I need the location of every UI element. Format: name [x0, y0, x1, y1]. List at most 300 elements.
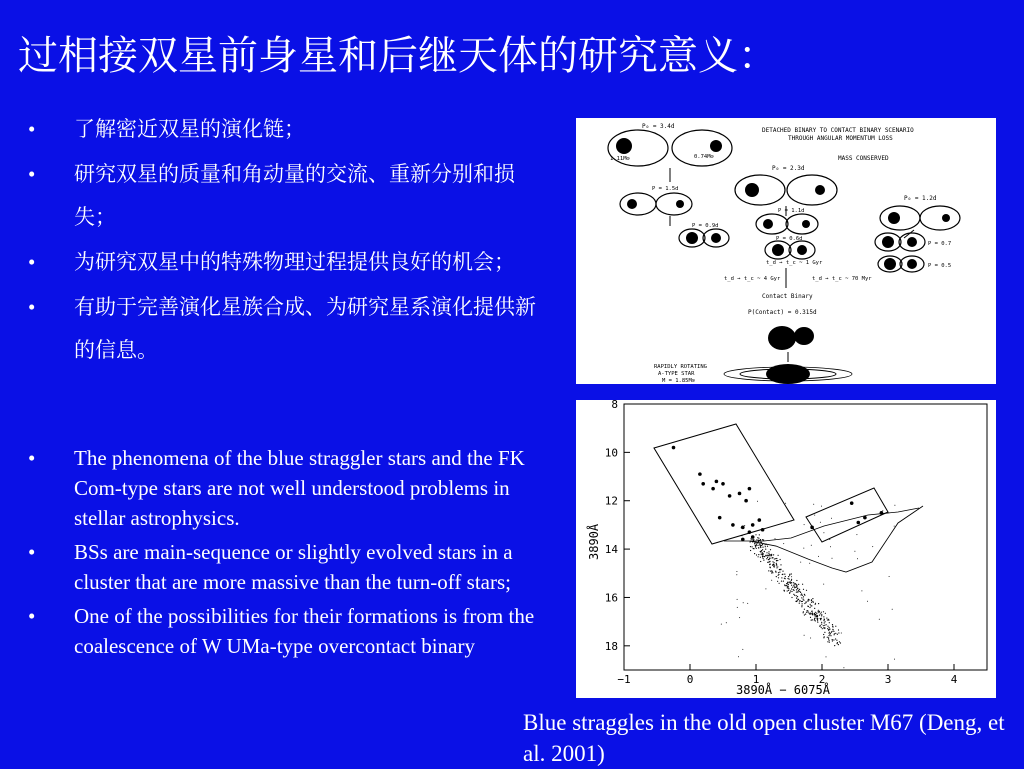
field-star-dot — [763, 556, 764, 557]
field-star-dot — [790, 590, 791, 591]
field-star-dot — [843, 667, 844, 668]
field-star-dot — [817, 622, 818, 623]
field-star-dot — [829, 632, 830, 633]
contact-binary-secondary — [794, 327, 814, 345]
field-star-dot — [835, 626, 836, 627]
field-star-dot — [818, 603, 819, 604]
field-star-dot — [757, 545, 758, 546]
y-axis — [605, 400, 630, 653]
field-star-dot — [814, 608, 815, 609]
field-star-dot — [812, 598, 813, 599]
field-star-dot — [791, 576, 792, 577]
bullet-dot: • — [28, 604, 36, 628]
field-star-dot — [812, 612, 813, 613]
primary-star — [745, 183, 759, 197]
chinese-bullet — [28, 108, 548, 151]
bullet-text: 研究双星的质量和角动量的交流、重新分别和损失； — [74, 162, 515, 229]
x-tick-label: 2 — [818, 673, 826, 686]
field-star-dot — [827, 637, 828, 638]
field-star-dot — [815, 616, 816, 617]
scenario-heading: DETACHED BINARY TO CONTACT BINARY SCENARIO — [762, 127, 914, 134]
field-star-dot — [815, 614, 816, 615]
data-point — [698, 472, 702, 476]
field-star-dot — [756, 543, 757, 544]
slide-title: 过相接双星前身星和后继天体的研究意义： — [18, 33, 778, 78]
field-star-dot — [809, 613, 810, 614]
field-star-dot — [809, 599, 810, 600]
field-star-dot — [794, 587, 795, 588]
field-star-dot — [736, 574, 737, 575]
field-star-dot — [789, 579, 790, 580]
field-star-dot — [799, 591, 800, 592]
field-star-dot — [823, 611, 824, 612]
field-star-dot — [796, 595, 797, 596]
field-star-dot — [775, 572, 776, 573]
field-star-dot — [767, 546, 768, 547]
field-star-dot — [773, 564, 774, 565]
field-star-dot — [837, 634, 838, 635]
field-star-dot — [823, 584, 824, 585]
field-star-dot — [778, 572, 779, 573]
field-star-dot — [762, 552, 763, 553]
field-star-dot — [832, 639, 833, 640]
field-star-dot — [754, 553, 755, 554]
label-p0-c: P₀ = 1.2d — [904, 195, 937, 202]
bullet-dot: • — [28, 540, 36, 564]
field-star-dot — [747, 603, 748, 604]
field-star-dot — [796, 580, 797, 581]
field-star-dot — [801, 606, 802, 607]
field-star-dot — [812, 619, 813, 620]
field-star-dot — [827, 626, 828, 627]
field-star-dot — [766, 558, 767, 559]
field-star-dot — [819, 611, 820, 612]
field-star-dot — [737, 607, 738, 608]
field-star-dot — [760, 561, 761, 562]
primary-star — [772, 244, 784, 256]
field-star-dot — [772, 557, 773, 558]
field-star-dot — [829, 622, 830, 623]
field-star-dot — [824, 622, 825, 623]
field-star-dot — [801, 597, 802, 598]
field-star-dot — [771, 554, 772, 555]
field-star-dot — [779, 572, 780, 573]
field-star-dot — [758, 538, 759, 539]
field-star-dot — [796, 585, 797, 586]
field-star-dot — [789, 593, 790, 594]
field-star-dot — [796, 586, 797, 587]
secondary-star — [907, 237, 917, 247]
field-star-dot — [794, 584, 795, 585]
field-star-dot — [770, 558, 771, 559]
field-star-dot — [800, 562, 801, 563]
field-star-dot — [760, 557, 761, 558]
field-star-dot — [803, 611, 804, 612]
field-star-dot — [838, 629, 839, 630]
data-point — [761, 528, 765, 532]
field-star-dot — [832, 624, 833, 625]
field-star-dot — [809, 614, 810, 615]
field-star-dot — [804, 594, 805, 595]
field-star-dot — [757, 501, 758, 502]
field-star-dot — [794, 586, 795, 587]
field-star-dot — [793, 585, 794, 586]
field-star-dot — [785, 576, 786, 577]
field-star-dot — [826, 618, 827, 619]
label-timescale-1: t_d → t_c ~ 1 Gyr — [766, 260, 823, 266]
field-star-dot — [894, 505, 895, 506]
field-star-dot — [826, 656, 827, 657]
field-star-dot — [798, 590, 799, 591]
label-rotating-1: RAPIDLY ROTATING — [654, 364, 707, 370]
field-star-dot — [785, 503, 786, 504]
field-star-dot — [768, 551, 769, 552]
field-star-dot — [894, 526, 895, 527]
binary-scenario-figure — [576, 118, 996, 384]
field-star-dot — [827, 628, 828, 629]
field-star-dot — [782, 574, 783, 575]
field-star-dot — [802, 584, 803, 585]
field-star-dot — [815, 620, 816, 621]
field-star-dot — [821, 612, 822, 613]
field-star-dot — [889, 576, 890, 577]
field-star-dot — [773, 554, 774, 555]
field-star-dot — [798, 599, 799, 600]
bullet-text: One of the possibilities for their formations is from the coalescence of W UMa-type overcontact binary — [74, 604, 535, 658]
field-star-dot — [768, 570, 769, 571]
field-star-dot — [861, 590, 862, 591]
field-star-dot — [777, 581, 778, 582]
field-star-dot — [812, 601, 813, 602]
y-tick-label: 8 — [611, 400, 618, 411]
field-star-dot — [774, 562, 775, 563]
field-star-dot — [758, 556, 759, 557]
field-star-dot — [823, 532, 824, 533]
secondary-star — [710, 140, 722, 152]
field-star-dot — [822, 628, 823, 629]
field-star-dot — [803, 599, 804, 600]
field-star-dot — [867, 601, 868, 602]
field-star-dot — [824, 632, 825, 633]
field-star-dot — [765, 549, 766, 550]
field-star-dot — [810, 604, 811, 605]
field-star-dot — [801, 605, 802, 606]
field-star-dot — [762, 555, 763, 556]
field-star-dot — [838, 644, 839, 645]
scenario-heading-2: THROUGH ANGULAR MOMENTUM LOSS — [788, 135, 893, 142]
x-axis-label: 3890Å − 6075Å — [736, 683, 830, 697]
data-point — [701, 482, 705, 486]
field-star-dot — [826, 624, 827, 625]
field-star-dot — [828, 635, 829, 636]
field-star-dot — [823, 620, 824, 621]
field-star-dot — [839, 641, 840, 642]
label-rotating-3: M = 1.85M⊙ — [662, 378, 696, 384]
field-star-dot — [794, 595, 795, 596]
field-star-dot — [827, 641, 828, 642]
field-star-dot — [829, 642, 830, 643]
field-star-dot — [872, 546, 873, 547]
primary-star — [888, 212, 900, 224]
field-star-dot — [787, 578, 788, 579]
field-star-dot — [750, 546, 751, 547]
data-point — [738, 492, 742, 496]
x-tick-label: 3 — [884, 673, 892, 686]
field-star-dot — [838, 632, 839, 633]
field-star-dot — [787, 590, 788, 591]
field-star-dot — [752, 539, 753, 540]
data-point — [741, 538, 745, 542]
contact-binary-primary — [768, 326, 796, 350]
english-bullet — [28, 601, 548, 661]
field-star-dot — [762, 544, 763, 545]
secondary-star — [797, 245, 807, 255]
field-star-dot — [774, 558, 775, 559]
data-point — [850, 501, 854, 505]
field-star-dot — [765, 555, 766, 556]
field-star-dot — [806, 612, 807, 613]
field-star-dot — [758, 554, 759, 555]
english-bullet-list — [28, 443, 548, 665]
field-star-dot — [814, 619, 815, 620]
field-star-dot — [836, 640, 837, 641]
field-star-dot — [788, 584, 789, 585]
field-star-dot — [757, 537, 758, 538]
bullet-text: 了解密近双星的演化链； — [74, 117, 305, 141]
bullet-dot: • — [28, 162, 36, 186]
field-star-dot — [761, 550, 762, 551]
field-star-dot — [799, 603, 800, 604]
field-star-dot — [807, 601, 808, 602]
field-star-dot — [831, 631, 832, 632]
field-star-dot — [879, 619, 880, 620]
cmd-chart — [576, 400, 996, 698]
data-point — [758, 518, 762, 522]
x-tick-label: 0 — [686, 673, 694, 686]
field-star-dot — [791, 573, 792, 574]
secondary-star — [907, 259, 917, 269]
english-bullet — [28, 537, 548, 597]
label-rotating-2: A-TYPE STAR — [658, 371, 695, 377]
field-star-dot — [756, 554, 757, 555]
field-star-dot — [796, 597, 797, 598]
y-tick-label: 14 — [604, 543, 618, 557]
field-star-dot — [773, 566, 774, 567]
chinese-bullet-list — [28, 108, 548, 374]
bullet-dot: • — [28, 117, 36, 141]
field-star-dot — [811, 620, 812, 621]
field-star-dot — [763, 553, 764, 554]
field-star-dot — [823, 625, 824, 626]
field-star-dot — [821, 615, 822, 616]
field-star-dot — [791, 597, 792, 598]
field-star-dot — [796, 589, 797, 590]
field-star-dot — [788, 590, 789, 591]
field-star-dot — [840, 642, 841, 643]
field-star-dot — [753, 548, 754, 549]
field-star-dot — [894, 659, 895, 660]
primary-star — [686, 232, 698, 244]
field-star-dot — [756, 539, 757, 540]
primary-star — [884, 258, 896, 270]
field-star-dot — [776, 563, 777, 564]
field-star-dot — [830, 635, 831, 636]
field-star-dot — [763, 560, 764, 561]
field-star-dot — [829, 627, 830, 628]
field-star-dot — [801, 593, 802, 594]
field-star-dot — [815, 603, 816, 604]
field-star-dot — [774, 565, 775, 566]
field-star-dot — [797, 588, 798, 589]
field-star-dot — [821, 622, 822, 623]
figure-caption: Blue straggles in the old open cluster M67 (Deng, et al. 2001) — [523, 710, 1005, 766]
field-star-dot — [761, 554, 762, 555]
x-tick-label: −1 — [617, 673, 631, 686]
bullet-text: The phenomena of the blue straggler stars and the FK Com-type stars are not well understood problems in stellar astrophysics. — [74, 446, 525, 530]
label-p-09: P = 0.9d — [692, 223, 719, 229]
field-star-dot — [767, 555, 768, 556]
x-tick-label: 4 — [950, 673, 958, 686]
chinese-bullet — [28, 153, 548, 239]
field-star-dot — [772, 561, 773, 562]
field-star-dot — [828, 637, 829, 638]
field-star-dot — [753, 539, 754, 540]
field-star-dot — [825, 613, 826, 614]
field-star-dot — [784, 578, 785, 579]
field-star-dot — [818, 556, 819, 557]
field-star-dot — [830, 633, 831, 634]
field-star-dot — [726, 622, 727, 623]
field-star-dot — [776, 576, 777, 577]
field-star-dot — [803, 596, 804, 597]
field-star-dot — [797, 596, 798, 597]
field-star-dot — [771, 580, 772, 581]
field-star-dot — [821, 614, 822, 615]
field-star-dot — [804, 603, 805, 604]
field-star-dot — [776, 558, 777, 559]
binary-scenario-diagram — [576, 118, 996, 384]
field-star-dot — [780, 559, 781, 560]
field-star-dot — [776, 567, 777, 568]
field-star-dot — [791, 585, 792, 586]
field-star-dot — [818, 611, 819, 612]
field-star-dot — [814, 614, 815, 615]
field-star-dot — [779, 583, 780, 584]
field-star-dot — [814, 515, 815, 516]
field-star-dot — [777, 566, 778, 567]
field-star-dot — [793, 582, 794, 583]
field-star-dot — [791, 588, 792, 589]
field-star-dot — [788, 576, 789, 577]
field-star-dot — [804, 614, 805, 615]
field-star-dot — [792, 587, 793, 588]
field-star-dot — [788, 587, 789, 588]
bullet-text: BSs are main-sequence or slightly evolved stars in a cluster that are more massive than the turn-off stars; — [74, 540, 513, 594]
field-star-dot — [808, 600, 809, 601]
field-star-dot — [795, 587, 796, 588]
field-star-dot — [798, 584, 799, 585]
field-star-dot — [828, 620, 829, 621]
field-star-dot — [833, 631, 834, 632]
field-star-dot — [854, 551, 855, 552]
label-timescale-2: t_d → t_c ~ 4 Gyr — [724, 276, 781, 282]
field-star-dot — [791, 580, 792, 581]
field-star-dot — [818, 610, 819, 611]
label-m2: 0.74M⊙ — [694, 154, 714, 160]
data-point — [880, 511, 884, 515]
field-star-dot — [778, 577, 779, 578]
primary-star — [882, 236, 894, 248]
field-star-dot — [837, 642, 838, 643]
field-star-dot — [857, 558, 858, 559]
data-point — [748, 487, 752, 491]
field-star-dot — [828, 630, 829, 631]
field-star-dot — [834, 645, 835, 646]
secondary-star — [942, 214, 950, 222]
field-star-dot — [841, 633, 842, 634]
label-p0-a: P₀ = 3.4d — [642, 123, 675, 130]
field-star-dot — [750, 538, 751, 539]
bullet-dot: • — [28, 295, 36, 319]
field-star-dot — [775, 558, 776, 559]
data-point — [751, 523, 755, 527]
field-star-dot — [807, 606, 808, 607]
field-star-dot — [777, 560, 778, 561]
secondary-star — [815, 185, 825, 195]
field-star-dot — [781, 581, 782, 582]
field-star-dot — [780, 564, 781, 565]
field-star-dot — [760, 544, 761, 545]
field-star-dot — [738, 656, 739, 657]
field-star-dot — [821, 627, 822, 628]
field-star-dot — [783, 543, 784, 544]
field-star-dot — [769, 561, 770, 562]
field-star-dot — [809, 563, 810, 564]
field-star-dot — [807, 610, 808, 611]
field-star-dot — [761, 545, 762, 546]
field-star-dot — [791, 591, 792, 592]
field-star-dot — [800, 594, 801, 595]
field-star-dot — [833, 639, 834, 640]
field-star-dot — [800, 592, 801, 593]
field-star-dot — [736, 571, 737, 572]
bullet-text: 为研究双星中的特殊物理过程提供良好的机会； — [74, 250, 515, 274]
giant-region-box — [806, 488, 888, 542]
data-point — [741, 526, 745, 530]
label-p-05: P = 0.5 — [928, 263, 952, 269]
field-star-dot — [797, 600, 798, 601]
field-star-dot — [819, 615, 820, 616]
field-star-dot — [778, 574, 779, 575]
data-point — [672, 446, 676, 450]
data-point — [810, 526, 814, 530]
field-star-dot — [795, 601, 796, 602]
field-star-dot — [752, 546, 753, 547]
field-star-dot — [823, 627, 824, 628]
field-star-dot — [776, 565, 777, 566]
field-star-dot — [806, 590, 807, 591]
field-star-dot — [892, 609, 893, 610]
field-star-dot — [776, 564, 777, 565]
data-point — [728, 494, 732, 498]
field-star-dot — [771, 570, 772, 571]
secondary-star — [711, 233, 721, 243]
field-star-dot — [786, 585, 787, 586]
data-point — [711, 487, 715, 491]
field-star-dot — [806, 601, 807, 602]
label-p0-b: P₀ = 2.3d — [772, 165, 805, 172]
bullet-text: 有助于完善演化星族合成、为研究星系演化提供新的信息。 — [74, 295, 536, 362]
